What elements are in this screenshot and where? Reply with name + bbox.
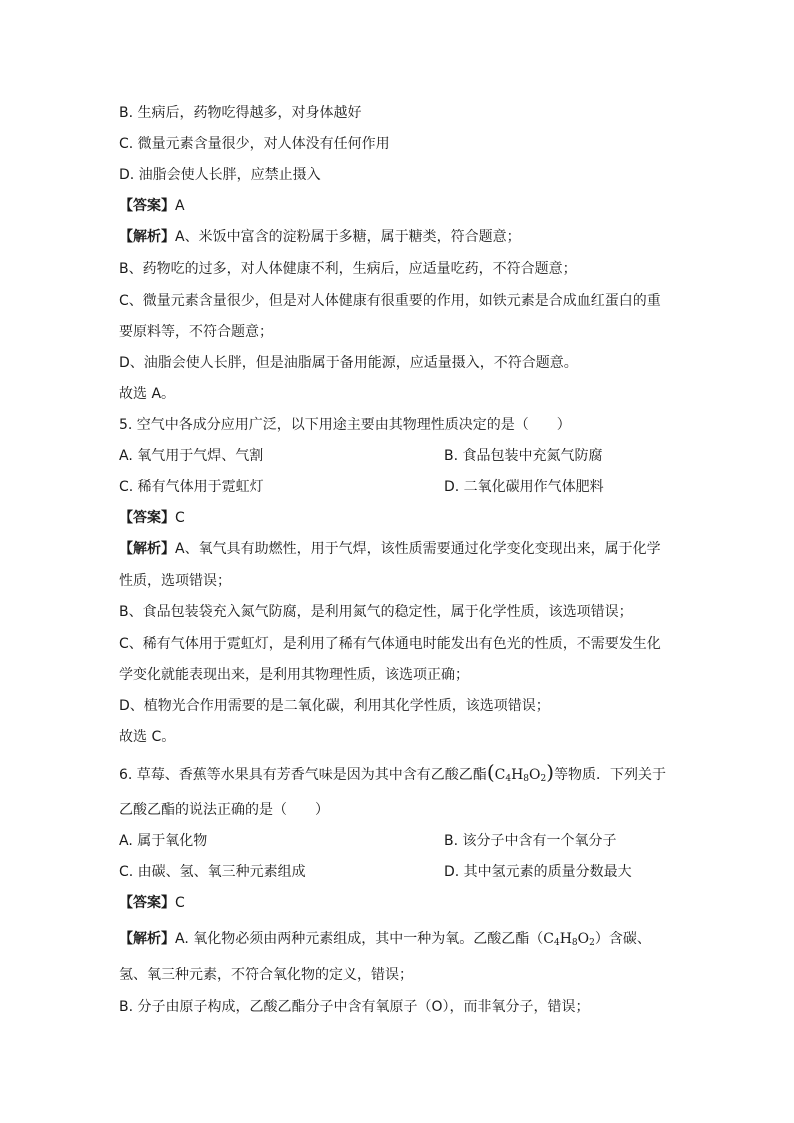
answer-label: 【答案】 xyxy=(119,510,175,526)
q5-analysis-c2: 学变化就能表现出来，是利用其物理性质，该选项正确； xyxy=(119,667,469,683)
q5-analysis-c1: C、稀有气体用于霓虹灯，是利用了稀有气体通电时能发出有色光的性质，不需要发生化 xyxy=(119,636,661,652)
q6-option-c: C. 由碳、氢、氧三种元素组成 xyxy=(119,864,306,880)
analysis-text-pre: A. 氧化物必须由两种元素组成，其中一种为氧。乙酸乙酯（ xyxy=(175,931,544,947)
analysis-label: 【解析】 xyxy=(119,931,175,947)
q4-option-d: D. 油脂会使人长胖，应禁止摄入 xyxy=(119,167,321,183)
q5-analysis-a1 xyxy=(119,540,704,558)
q5-answer xyxy=(119,509,704,527)
q5-stem: 5. 空气中各成分应用广泛，以下用途主要由其物理性质决定的是（ ） xyxy=(119,417,571,433)
analysis-label: 【解析】 xyxy=(119,229,175,245)
q6-analysis-a1 xyxy=(119,930,704,952)
chemical-formula: $C_4H_8O_2$ xyxy=(494,767,547,784)
answer-label: 【答案】 xyxy=(119,895,175,911)
q4-analysis-c1: C、微量元素含量很少，但是对人体健康有很重要的作用，如铁元素是合成血红蛋白的重 xyxy=(119,293,661,309)
q6-answer xyxy=(119,894,704,912)
answer-label: 【答案】 xyxy=(119,198,175,214)
answer-value: C xyxy=(175,895,185,911)
q5-options-row2 xyxy=(119,478,704,496)
analysis-text-post: ）含碳、 xyxy=(594,931,651,947)
q5-option-b: B. 食品包装中充氮气防腐 xyxy=(444,448,603,464)
analysis-text: A、米饭中富含的淀粉属于多糖，属于糖类，符合题意； xyxy=(175,229,521,245)
q4-conclusion: 故选 A。 xyxy=(119,386,176,402)
q4-option-c: C. 微量元素含量很少，对人体没有任何作用 xyxy=(119,136,390,152)
q6-stem-line2: 乙酸乙酯的说法正确的是（ ） xyxy=(119,802,329,818)
q6-option-b: B. 该分子中含有一个氧分子 xyxy=(444,833,617,849)
q4-answer xyxy=(119,197,704,215)
q4-option-b: B. 生病后，药物吃得越多，对身体越好 xyxy=(119,105,362,121)
q5-option-a: A. 氧气用于气焊、气割 xyxy=(119,448,264,464)
q5-analysis-b: B、食品包装袋充入氮气防腐，是利用氮气的稳定性，属于化学性质，该选项错误； xyxy=(119,604,633,620)
chemical-formula-inline: $C_4H_8O_2$ xyxy=(543,931,595,948)
answer-value: A xyxy=(175,198,185,214)
q4-analysis-c2: 要原料等，不符合题意； xyxy=(119,324,273,340)
q4-analysis-a xyxy=(119,228,704,246)
q5-option-d: D. 二氧化碳用作气体肥料 xyxy=(444,479,604,495)
q6-analysis-a2: 氢、氧三种元素，不符合氧化物的定义，错误； xyxy=(119,967,413,983)
q4-analysis-d: D、油脂会使人长胖，但是油脂属于备用能源，应适量摄入，不符合题意。 xyxy=(119,355,578,371)
q6-options-row2 xyxy=(119,863,704,881)
q6-stem-line1: 6. 草莓、香蕉等水果具有芳香气味是因为其中含有乙酸乙酯$(C_4H_8O_2)$等物质．下列关于 xyxy=(119,760,667,784)
q6-options-row1 xyxy=(119,832,704,850)
answer-value: C xyxy=(175,510,185,526)
q5-option-c: C. 稀有气体用于霓虹灯 xyxy=(119,479,264,495)
q6-stem-pre: 6. 草莓、香蕉等水果具有芳香气味是因为其中含有乙酸乙酯 xyxy=(119,767,487,783)
q5-analysis-a2: 性质，选项错误； xyxy=(119,573,231,589)
q6-option-d: D. 其中氢元素的质量分数最大 xyxy=(444,864,632,880)
q6-analysis-b: B. 分子由原子构成，乙酸乙酯分子中含有氧原子（O），而非氧分子，错误； xyxy=(119,999,590,1015)
analysis-text: A、氧气具有助燃性，用于气焊，该性质需要通过化学变化变现出来，属于化学 xyxy=(175,541,661,557)
q4-analysis-b: B、药物吃的过多，对人体健康不利，生病后，应适量吃药，不符合题意； xyxy=(119,261,577,277)
q6-stem-post: 等物质．下列关于 xyxy=(554,767,667,783)
analysis-label: 【解析】 xyxy=(119,541,175,557)
q5-options-row1 xyxy=(119,447,704,465)
q6-option-a: A. 属于氧化物 xyxy=(119,833,208,849)
q5-conclusion: 故选 C。 xyxy=(119,729,176,745)
q5-analysis-d: D、植物光合作用需要的是二氧化碳，利用其化学性质，该选项错误； xyxy=(119,698,550,714)
